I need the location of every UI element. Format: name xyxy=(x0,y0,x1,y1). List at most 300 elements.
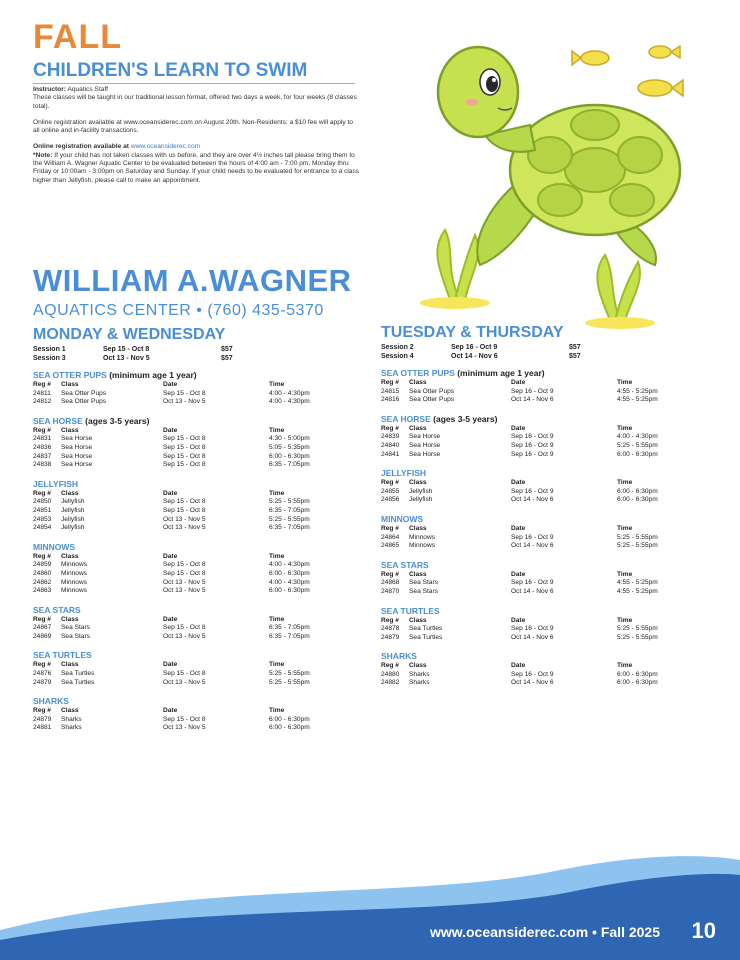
column-header-class: Class xyxy=(61,381,79,388)
table-header xyxy=(33,427,333,436)
session-price: $57 xyxy=(569,344,581,351)
table-row xyxy=(33,579,333,588)
table-header xyxy=(381,425,681,434)
cell-date: Sep 16 - Oct 9 xyxy=(511,450,554,458)
column-header-reg: Reg # xyxy=(381,616,399,624)
cell-class: Jellyfish xyxy=(409,487,433,495)
cell-date: Sep 15 - Oct 8 xyxy=(163,670,206,678)
class-group-title xyxy=(381,560,681,571)
table-row xyxy=(381,679,681,688)
sea-turtle-illustration xyxy=(410,30,710,330)
cell-date: Oct 13 - Nov 5 xyxy=(163,515,206,523)
cell-date: Sep 16 - Oct 9 xyxy=(511,625,554,633)
cell-class: Sharks xyxy=(409,679,430,687)
cell-reg: 24854 xyxy=(33,524,52,532)
cell-time: 5:25 - 5:55pm xyxy=(269,498,310,506)
column-header-date: Date xyxy=(511,479,526,487)
column-header-reg: Reg # xyxy=(381,662,399,670)
cell-date: Oct 13 - Nov 5 xyxy=(163,398,206,406)
cell-date: Sep 16 - Oct 9 xyxy=(511,579,554,587)
cell-date: Sep 15 - Oct 8 xyxy=(163,435,206,443)
table-row xyxy=(33,507,333,516)
cell-reg: 24867 xyxy=(33,624,52,632)
cell-time: 5:25 - 5:55pm xyxy=(617,533,658,541)
instructor-name: Aquatics Staff xyxy=(67,86,109,93)
table-row xyxy=(33,716,333,725)
class-group-title xyxy=(33,370,333,381)
cell-time: 4:00 - 4:30pm xyxy=(617,433,658,441)
table-row xyxy=(381,442,681,451)
column-header-time: Time xyxy=(269,661,285,669)
cell-date: Sep 15 - Oct 8 xyxy=(163,461,206,469)
monday-wednesday-column xyxy=(33,325,333,742)
class-group-name: SEA STARS xyxy=(33,604,81,615)
cell-reg: 24850 xyxy=(33,498,52,506)
cell-class: Sea Horse xyxy=(61,443,93,451)
session-list xyxy=(33,345,333,363)
session-dates: Sep 15 - Oct 8 xyxy=(103,346,150,353)
column-header-class: Class xyxy=(409,616,427,624)
cell-date: Sep 15 - Oct 8 xyxy=(163,443,206,451)
column-header-time: Time xyxy=(269,552,285,560)
table-row xyxy=(33,453,333,462)
cell-time: 6:00 - 6:30pm xyxy=(269,587,310,595)
age-note: (ages 3-5 years) xyxy=(85,415,150,426)
column-header-time: Time xyxy=(269,489,285,497)
class-group-title xyxy=(33,416,333,427)
class-group xyxy=(381,606,681,643)
table-header xyxy=(381,617,681,626)
class-group xyxy=(381,414,681,459)
cell-date: Oct 14 - Nov 6 xyxy=(511,542,554,550)
cell-date: Sep 16 - Oct 9 xyxy=(511,487,554,495)
cell-class: Sea Stars xyxy=(61,632,90,640)
class-group xyxy=(381,651,681,688)
column-header-class: Class xyxy=(409,424,427,432)
column-header-class: Class xyxy=(409,524,427,532)
cell-date: Sep 16 - Oct 9 xyxy=(511,441,554,449)
cell-class: Sea Horse xyxy=(61,452,93,460)
class-group-title xyxy=(33,542,333,553)
footer-wave xyxy=(0,840,740,960)
cell-reg: 24863 xyxy=(33,587,52,595)
cell-date: Oct 14 - Nov 6 xyxy=(511,587,554,595)
cell-time: 5:25 - 5:55pm xyxy=(617,625,658,633)
cell-class: Sea Stars xyxy=(61,624,90,632)
tuesday-thursday-column xyxy=(381,323,681,697)
cell-time: 4:55 - 5:25pm xyxy=(617,579,658,587)
table-row xyxy=(381,542,681,551)
cell-date: Sep 15 - Oct 8 xyxy=(163,452,206,460)
center-name: WILLIAM A.WAGNER xyxy=(33,263,352,298)
class-group-name: SEA STARS xyxy=(381,559,429,570)
cell-reg: 24881 xyxy=(33,724,52,732)
cell-time: 6:00 - 6:30pm xyxy=(617,450,658,458)
session-name: Session 3 xyxy=(33,355,66,362)
session-name: Session 2 xyxy=(381,344,414,351)
cell-time: 5:25 - 5:55pm xyxy=(617,633,658,641)
class-group xyxy=(33,542,333,596)
footer-website[interactable]: www.oceansiderec.com • Fall 2025 xyxy=(429,924,660,940)
cell-class: Sea Stars xyxy=(409,587,438,595)
table-row xyxy=(381,579,681,588)
column-header-class: Class xyxy=(61,552,79,560)
column-header-class: Class xyxy=(409,570,427,578)
cell-date: Oct 13 - Nov 5 xyxy=(163,632,206,640)
cell-class: Sea Turtles xyxy=(61,678,95,686)
class-group-title xyxy=(381,514,681,525)
table-header xyxy=(33,381,333,390)
table-row xyxy=(33,398,333,407)
column-header-date: Date xyxy=(511,616,526,624)
cell-reg: 24856 xyxy=(381,496,400,504)
class-group-title xyxy=(33,650,333,661)
cell-time: 6:00 - 6:30pm xyxy=(617,487,658,495)
cell-reg: 24815 xyxy=(381,387,400,395)
column-header-reg: Reg # xyxy=(33,661,51,669)
column-header-time: Time xyxy=(617,424,633,432)
session-row xyxy=(33,354,333,363)
cell-time: 5:25 - 5:55pm xyxy=(269,678,310,686)
cell-class: Minnows xyxy=(409,542,436,550)
class-group-name: SEA OTTER PUPS xyxy=(33,370,107,380)
column-header-class: Class xyxy=(61,615,79,623)
table-row xyxy=(33,390,333,399)
table-header xyxy=(381,479,681,488)
cell-reg: 24851 xyxy=(33,506,52,514)
cell-time: 6:35 - 7:05pm xyxy=(269,461,310,469)
class-group-name: JELLYFISH xyxy=(381,468,427,479)
column-header-date: Date xyxy=(511,379,526,386)
class-group-name: SEA OTTER PUPS xyxy=(381,368,455,378)
column-header-time: Time xyxy=(617,379,633,386)
column-header-reg: Reg # xyxy=(33,552,51,560)
cell-date: Oct 13 - Nov 5 xyxy=(163,524,206,532)
session-dates: Oct 13 - Nov 5 xyxy=(103,355,150,362)
cell-class: Jellyfish xyxy=(61,524,85,532)
cell-time: 6:35 - 7:05pm xyxy=(269,624,310,632)
column-header-class: Class xyxy=(409,662,427,670)
table-row xyxy=(33,516,333,525)
online-label: Online registration available at xyxy=(33,143,130,151)
column-header-time: Time xyxy=(269,707,285,715)
cell-date: Sep 15 - Oct 8 xyxy=(163,624,206,632)
column-header-reg: Reg # xyxy=(33,615,51,623)
column-header-time: Time xyxy=(269,426,285,434)
table-row xyxy=(381,588,681,597)
column-header-time: Time xyxy=(617,616,633,624)
cell-date: Oct 14 - Nov 6 xyxy=(511,396,554,404)
column-header-reg: Reg # xyxy=(381,524,399,532)
class-group-title xyxy=(381,368,681,379)
note-text: If your child has not taken classes with us before, and they are over 4½ inches tall please bring them to the William A. Wagner Aquatic Center to be evaluated between the hours of 4:00 am - 7:00 pm, Monday thru Friday or 10:00am - 3:00pm on Saturday and Sunday. If your child needs to be evaluated for entrance to a class higher than Jellyfish, please call to make an appointment. xyxy=(33,151,360,184)
column-header-class: Class xyxy=(61,661,79,669)
cell-reg: 24879 xyxy=(33,715,52,723)
cell-time: 6:35 - 7:05pm xyxy=(269,524,310,532)
cell-reg: 24878 xyxy=(381,625,400,633)
column-header-reg: Reg # xyxy=(381,570,399,578)
cell-time: 6:35 - 7:05pm xyxy=(269,506,310,514)
table-row xyxy=(381,388,681,397)
cell-reg: 24869 xyxy=(33,632,52,640)
class-group-title xyxy=(381,606,681,617)
cell-reg: 24864 xyxy=(381,533,400,541)
table-row xyxy=(33,679,333,688)
cell-class: Jellyfish xyxy=(61,498,85,506)
cell-date: Sep 15 - Oct 8 xyxy=(163,498,206,506)
column-header-date: Date xyxy=(163,707,178,715)
class-groups xyxy=(381,368,681,688)
cell-reg: 24855 xyxy=(381,487,400,495)
day-title: MONDAY & WEDNESDAY xyxy=(33,326,226,343)
class-group xyxy=(33,605,333,642)
cell-date: Oct 13 - Nov 5 xyxy=(163,587,206,595)
column-header-class: Class xyxy=(61,707,79,715)
cell-date: Sep 15 - Oct 8 xyxy=(163,561,206,569)
cell-reg: 24879 xyxy=(33,678,52,686)
cell-class: Sharks xyxy=(61,715,82,723)
cell-time: 6:00 - 6:30pm xyxy=(269,724,310,732)
cell-time: 6:00 - 6:30pm xyxy=(617,679,658,687)
class-group xyxy=(33,479,333,533)
cell-time: 6:00 - 6:30pm xyxy=(269,569,310,577)
cell-class: Jellyfish xyxy=(61,515,85,523)
session-price: $57 xyxy=(221,346,233,353)
column-header-reg: Reg # xyxy=(33,381,51,388)
cell-class: Sea Horse xyxy=(409,450,441,458)
cell-reg: 24811 xyxy=(33,389,51,397)
class-group xyxy=(33,370,333,407)
cell-reg: 24840 xyxy=(381,441,400,449)
cell-time: 5:25 - 5:55pm xyxy=(617,542,658,550)
cell-time: 4:55 - 5:25pm xyxy=(617,587,658,595)
cell-date: Oct 14 - Nov 6 xyxy=(511,633,554,641)
column-header-date: Date xyxy=(511,662,526,670)
cell-class: Minnows xyxy=(61,561,88,569)
cell-reg: 24836 xyxy=(33,443,52,451)
cell-date: Sep 16 - Oct 9 xyxy=(511,433,554,441)
class-group-title xyxy=(381,468,681,479)
cell-reg: 24837 xyxy=(33,452,52,460)
cell-date: Sep 16 - Oct 9 xyxy=(511,387,554,395)
cell-time: 6:00 - 6:30pm xyxy=(617,670,658,678)
cell-reg: 24880 xyxy=(381,670,400,678)
table-row xyxy=(33,570,333,579)
session-name: Session 1 xyxy=(33,346,66,353)
table-row xyxy=(33,587,333,596)
cell-time: 5:05 - 5:35pm xyxy=(269,443,310,451)
column-header-reg: Reg # xyxy=(381,479,399,487)
column-header-date: Date xyxy=(163,661,178,669)
column-header-class: Class xyxy=(61,489,79,497)
cell-reg: 24882 xyxy=(381,679,400,687)
age-note: (ages 3-5 years) xyxy=(433,413,498,424)
cell-reg: 24853 xyxy=(33,515,52,523)
cell-class: Sea Otter Pups xyxy=(409,387,455,395)
cell-reg: 24839 xyxy=(381,433,400,441)
cell-reg: 24841 xyxy=(381,450,400,458)
session-list xyxy=(381,343,681,361)
cell-date: Sep 15 - Oct 8 xyxy=(163,389,206,397)
class-groups xyxy=(33,370,333,733)
cell-date: Oct 13 - Nov 5 xyxy=(163,578,206,586)
class-group-name: SHARKS xyxy=(381,651,417,662)
class-group-name: MINNOWS xyxy=(381,513,424,524)
cell-class: Minnows xyxy=(409,533,436,541)
table-row xyxy=(33,724,333,733)
online-link[interactable]: www.oceansiderec.com xyxy=(130,143,201,151)
class-group-title xyxy=(381,414,681,425)
cell-date: Sep 15 - Oct 8 xyxy=(163,506,206,514)
table-row xyxy=(33,624,333,633)
cell-date: Sep 15 - Oct 8 xyxy=(163,715,206,723)
cell-time: 4:55 - 5:25pm xyxy=(617,396,658,404)
table-row xyxy=(33,444,333,453)
cell-time: 4:30 - 5:00pm xyxy=(269,435,310,443)
cell-date: Oct 14 - Nov 6 xyxy=(511,496,554,504)
column-header-class: Class xyxy=(61,426,79,434)
cell-class: Sea Turtles xyxy=(409,625,443,633)
table-row xyxy=(381,534,681,543)
column-header-date: Date xyxy=(163,615,178,623)
column-header-time: Time xyxy=(617,662,633,670)
instructor-label: Instructor: xyxy=(33,86,66,93)
age-note: (minimum age 1 year) xyxy=(109,370,197,380)
table-header xyxy=(33,616,333,625)
session-price: $57 xyxy=(221,355,233,362)
cell-date: Oct 14 - Nov 6 xyxy=(511,679,554,687)
column-header-class: Class xyxy=(409,479,427,487)
cell-class: Sea Horse xyxy=(61,461,93,469)
table-row xyxy=(381,488,681,497)
cell-reg: 24868 xyxy=(381,579,400,587)
program-description: These classes will be taught in our traditional lesson format, offered two days a week, for four weeks (8 classes total). xyxy=(33,94,357,110)
column-header-reg: Reg # xyxy=(33,426,51,434)
cell-reg: 24862 xyxy=(33,578,52,586)
class-group-title xyxy=(33,479,333,490)
cell-time: 6:00 - 6:30pm xyxy=(269,715,310,723)
table-row xyxy=(33,670,333,679)
table-row xyxy=(33,524,333,533)
column-header-date: Date xyxy=(163,426,178,434)
session-name: Session 4 xyxy=(381,353,414,360)
cell-class: Sea Turtles xyxy=(409,633,443,641)
session-row xyxy=(381,352,681,361)
cell-time: 4:55 - 5:25pm xyxy=(617,387,658,395)
class-group-name: MINNOWS xyxy=(33,541,76,552)
class-group-name: SEA TURTLES xyxy=(33,650,92,661)
column-header-reg: Reg # xyxy=(381,424,399,432)
center-subtitle: AQUATICS CENTER • (760) 435-5370 xyxy=(33,302,324,319)
table-row xyxy=(381,396,681,405)
cell-date: Sep 16 - Oct 9 xyxy=(511,670,554,678)
class-group-name: SEA TURTLES xyxy=(381,605,440,616)
class-group-name: SEA HORSE xyxy=(381,413,431,424)
cell-reg: 24831 xyxy=(33,435,52,443)
column-header-reg: Reg # xyxy=(33,489,51,497)
cell-reg: 24870 xyxy=(381,587,400,595)
program-title: CHILDREN'S LEARN TO SWIM xyxy=(33,60,355,84)
cell-date: Oct 13 - Nov 5 xyxy=(163,678,206,686)
column-header-date: Date xyxy=(511,424,526,432)
age-note: (minimum age 1 year) xyxy=(457,368,545,378)
column-header-date: Date xyxy=(163,489,178,497)
class-group-title xyxy=(381,651,681,662)
cell-class: Sharks xyxy=(409,670,430,678)
cell-class: Sea Horse xyxy=(409,433,441,441)
note-label: *Note: xyxy=(33,151,53,159)
cell-reg: 24816 xyxy=(381,396,400,404)
table-row xyxy=(381,671,681,680)
cell-reg: 24838 xyxy=(33,461,52,469)
class-group-title xyxy=(33,696,333,707)
column-header-class: Class xyxy=(409,379,427,386)
table-row xyxy=(33,498,333,507)
cell-class: Jellyfish xyxy=(61,506,85,514)
cell-time: 6:35 - 7:05pm xyxy=(269,632,310,640)
session-row xyxy=(33,345,333,354)
table-row xyxy=(381,451,681,460)
table-row xyxy=(33,633,333,642)
class-group-name: JELLYFISH xyxy=(33,478,79,489)
column-header-reg: Reg # xyxy=(33,707,51,715)
table-header xyxy=(33,490,333,499)
class-group xyxy=(381,468,681,505)
cell-reg: 24865 xyxy=(381,542,400,550)
cell-time: 5:25 - 5:55pm xyxy=(617,441,658,449)
session-row xyxy=(381,343,681,352)
cell-date: Oct 13 - Nov 5 xyxy=(163,724,206,732)
session-dates: Sep 16 - Oct 9 xyxy=(451,344,498,351)
class-group xyxy=(381,368,681,405)
class-group xyxy=(381,560,681,597)
cell-reg: 24879 xyxy=(381,633,400,641)
cell-class: Sea Horse xyxy=(409,441,441,449)
cell-class: Minnows xyxy=(61,569,88,577)
class-group xyxy=(33,696,333,733)
table-row xyxy=(381,625,681,634)
table-header xyxy=(33,553,333,562)
cell-time: 4:00 - 4:30pm xyxy=(269,561,310,569)
cell-time: 6:00 - 6:30pm xyxy=(269,452,310,460)
column-header-date: Date xyxy=(163,552,178,560)
table-row xyxy=(33,561,333,570)
column-header-date: Date xyxy=(511,524,526,532)
cell-reg: 24876 xyxy=(33,670,52,678)
intro-text xyxy=(33,86,361,193)
cell-class: Sea Otter Pups xyxy=(409,396,455,404)
table-header xyxy=(381,571,681,580)
class-group-title xyxy=(33,605,333,616)
cell-class: Sea Otter Pups xyxy=(61,389,107,397)
day-title: TUESDAY & THURSDAY xyxy=(381,324,564,341)
table-header xyxy=(381,662,681,671)
cell-class: Minnows xyxy=(61,578,88,586)
cell-time: 5:25 - 5:55pm xyxy=(269,515,310,523)
season-heading: FALL xyxy=(33,18,122,56)
table-row xyxy=(381,634,681,643)
class-group-name: SHARKS xyxy=(33,696,69,707)
session-dates: Oct 14 - Nov 6 xyxy=(451,353,498,360)
cell-date: Sep 15 - Oct 8 xyxy=(163,569,206,577)
column-header-date: Date xyxy=(163,381,178,388)
column-header-reg: Reg # xyxy=(381,379,399,386)
cell-reg: 24860 xyxy=(33,569,52,577)
table-header xyxy=(381,379,681,388)
class-group xyxy=(33,416,333,470)
class-group xyxy=(33,650,333,687)
cell-time: 4:00 - 4:30pm xyxy=(269,398,310,406)
